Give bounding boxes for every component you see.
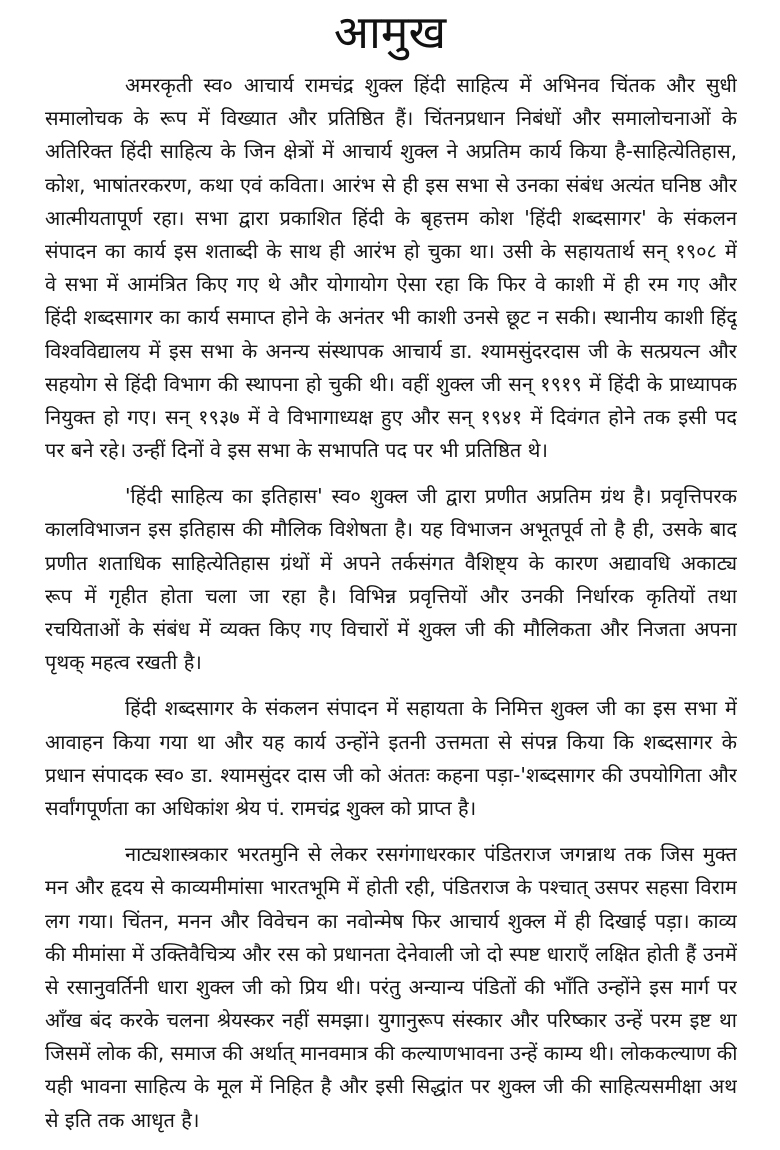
text-line: की मीमांसा में उक्तिवैचित्र्य और रस को प्रधानता देनेवाली जो दो स्पष्ट धाराएँ लक्षित होती हैं उनमें bbox=[45, 941, 737, 966]
text-line: नियुक्त हो गए। सन् १९३७ में वे विभागाध्यक्ष हुए और सन् १९४१ में दिवंगत होने तक इसी पद bbox=[45, 404, 737, 429]
text-line: सर्वांगपूर्णता का अधिकांश श्रेय पं. रामचंद्र शुक्ल को प्राप्त है। bbox=[45, 795, 477, 820]
text-line: अतिरिक्त हिंदी साहित्य के जिन क्षेत्रों में आचार्य शुक्ल ने अप्रतिम कार्य किया है-साहित्येतिहास, bbox=[45, 139, 737, 164]
text-line: वे सभा में आमंत्रित किए गए थे और योगायोग ऐसा रहा कि फिर वे काशी में ही रम गए और bbox=[45, 272, 737, 297]
paragraph bbox=[45, 838, 737, 1137]
text-line: मन और हृदय से काव्यमीमांसा भारतभूमि में होती रही, पंडितराज के पश्चात् उसपर सहसा विराम bbox=[45, 875, 737, 900]
text-line: हिंदी शब्दसागर का कार्य समाप्त होने के अनंतर भी काशी उनसे छूट न सकी। स्थानीय काशी हिंदू bbox=[45, 305, 737, 330]
text-line: कोश, भाषांतरकरण, कथा एवं कविता। आरंभ से ही इस सभा से उनका संबंध अत्यंत घनिष्ठ और bbox=[45, 172, 737, 197]
text-line: लग गया। चिंतन, मनन और विवेचन का नवोन्मेष फिर आचार्य शुक्ल में ही दिखाई पड़ा। काव्य bbox=[45, 908, 737, 933]
text-line: पर बने रहे। उन्हीं दिनों वे इस सभा के सभापति पद पर भी प्रतिष्ठित थे। bbox=[45, 438, 548, 463]
text-line: जिसमें लोक की, समाज की अर्थात् मानवमात्र की कल्याणभावना उन्हें काम्य थी। लोककल्याण की bbox=[45, 1041, 737, 1066]
text-line: रूप में गृहीत होता चला जा रहा है। विभिन्न प्रवृत्तियों और उनकी निर्धारक कृतियों तथा bbox=[45, 583, 737, 608]
text-line: हिंदी शब्दसागर के संकलन संपादन में सहायता के निमित्त शुक्ल जी का इस सभा में bbox=[125, 696, 737, 721]
text-line: आवाहन किया गया था और यह कार्य उन्होंने इतनी उत्तमता से संपन्न किया कि शब्दसागर के bbox=[45, 729, 737, 754]
text-line: प्रधान संपादक स्व० डा. श्यामसुंदर दास जी को अंततः कहना पड़ा-'शब्दसागर की उपयोगिता और bbox=[45, 762, 737, 787]
text-line: अमरकृती स्व० आचार्य रामचंद्र शुक्ल हिंदी साहित्य में अभिनव चिंतक और सुधी bbox=[125, 73, 737, 97]
text-line: रचयिताओं के संबंध में व्यक्त किए गए विचारों में शुक्ल जी की मौलिकता और निजता अपना bbox=[45, 617, 737, 641]
text-line: से रसानुवर्तिनी धारा शुक्ल जी को प्रिय थी। परंतु अन्यान्य पंडितों की भाँति उन्होंने इस मार्ग पर bbox=[45, 974, 737, 999]
text-line: से इति तक आधृत है। bbox=[45, 1107, 200, 1132]
text-line: पृथक् महत्व रखती है। bbox=[45, 650, 202, 675]
text-line: कालविभाजन इस इतिहास की मौलिक विशेषता है। यह विभाजन अभूतपूर्व तो है ही, उसके बाद bbox=[45, 517, 737, 542]
text-line: आत्मीयतापूर्ण रहा। सभा द्वारा प्रकाशित हिंदी के बृहत्तम कोश 'हिंदी शब्दसागर' के संकलन bbox=[45, 205, 737, 230]
text-line: प्रणीत शताधिक साहित्येतिहास ग्रंथों में अपने तर्कसंगत वैशिष्ट्य के कारण अद्यावधि अकाट्य bbox=[45, 550, 737, 575]
text-line: विश्वविद्यालय में इस सभा के अनन्य संस्थापक आचार्य डा. श्यामसुंदरदास जी के सत्प्रयत्न और bbox=[45, 338, 737, 363]
text-line: सहयोग से हिंदी विभाग की स्थापना हो चुकी थी। वहीं शुक्ल जी सन् १९१९ में हिंदी के प्राध्यापक bbox=[45, 371, 737, 396]
text-line: यही भावना साहित्य के मूल में निहित है और इसी सिद्धांत पर शुक्ल जी की साहित्यसमीक्षा अथ bbox=[45, 1074, 737, 1099]
paragraph bbox=[45, 692, 737, 825]
paragraph bbox=[45, 480, 737, 679]
text-line: 'हिंदी साहित्य का इतिहास' स्व० शुक्ल जी द्वारा प्रणीत अप्रतिम ग्रंथ है। प्रवृत्तिपरक bbox=[125, 484, 737, 509]
text-line: आँख बंद करके चलना श्रेयस्कर नहीं समझा। युगानुरूप संस्कार और परिष्कार उन्हें परम इष्ट था bbox=[45, 1008, 737, 1033]
page-title: आमुख bbox=[333, 5, 447, 59]
paragraph bbox=[45, 69, 737, 467]
text-line: संपादन का कार्य इस शताब्दी के साथ ही आरंभ हो चुका था। उसी के सहायतार्थ सन् १९०८ में bbox=[45, 238, 737, 263]
document-body bbox=[45, 69, 737, 1150]
text-line: समालोचक के रूप में विख्यात और प्रतिष्ठित हैं। चिंतनप्रधान निबंधों और समालोचनाओं के bbox=[45, 106, 737, 131]
text-line: नाट्यशास्त्रकार भरतमुनि से लेकर रसगंगाधरकार पंडितराज जगन्नाथ तक जिस मुक्त bbox=[125, 842, 737, 867]
